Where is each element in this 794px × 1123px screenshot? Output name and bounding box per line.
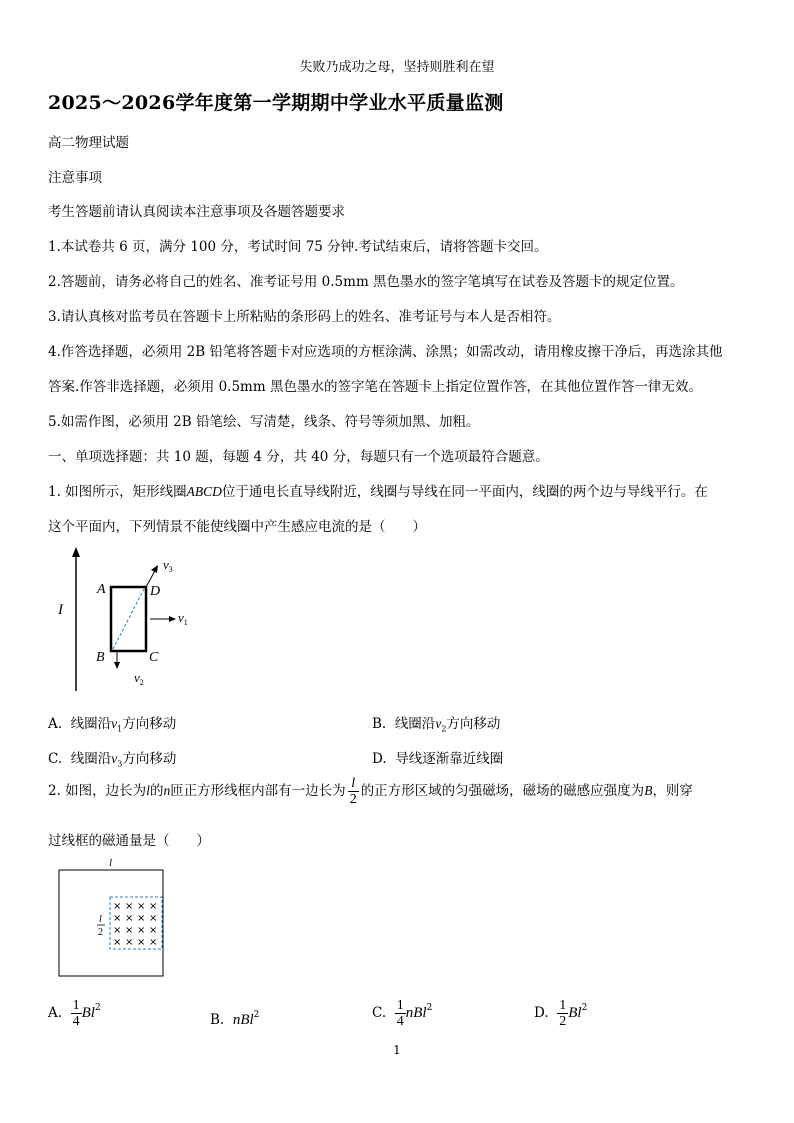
- question-1-line-1: 1. 如图所示，矩形线圈ABCD位于通电长直导线附近，线圈与导线在同一平面内，线圈的两个边与导线平行。在: [48, 484, 708, 500]
- vertex-c-label: C: [149, 650, 159, 665]
- field-cross: ×: [149, 925, 158, 936]
- half-side-numerator: l: [99, 914, 102, 925]
- page-number: 1: [393, 1043, 401, 1057]
- field-cross: ×: [125, 925, 134, 936]
- question-1-figure: [50, 545, 210, 695]
- section-1-heading: 一、单项选择题：共 10 题，每题 4 分，共 40 分，每题只有一个选项最符合题意。: [48, 449, 549, 465]
- field-cross: ×: [113, 901, 122, 912]
- question-1-option-d[interactable]: D. 导线逐渐靠近线圈: [372, 751, 504, 767]
- vertex-b-label: B: [96, 650, 105, 665]
- current-arrow: [72, 547, 80, 557]
- field-cross: ×: [125, 937, 134, 948]
- question-2-option-d[interactable]: D. $\frac{1}{2}$ Bl$^2$: [534, 998, 588, 1029]
- question-2-line-2: 过线框的磁通量是（ ）: [48, 833, 210, 849]
- v1-label: $v_1$: [178, 610, 188, 627]
- notice-item-1: 1.本试卷共 6 页，满分 100 分，考试时间 75 分钟.考试结束后，请将答题卡交回。: [48, 239, 548, 255]
- subject-title: 高二物理试题: [48, 135, 129, 151]
- question-1-option-b[interactable]: B. 线圈沿$v_2$方向移动: [372, 716, 501, 734]
- question-2-figure: [56, 855, 168, 979]
- field-cross: ×: [137, 925, 146, 936]
- question-1-option-c[interactable]: C. 线圈沿$v_3$方向移动: [48, 751, 177, 769]
- v2-label: $v_2$: [134, 670, 144, 687]
- exam-title: 2025～2026学年度第一学期期中学业水平质量监测: [48, 92, 504, 114]
- notice-item-2: 2.答题前，请务必将自己的姓名、准考证号用 0.5mm 黑色墨水的签字笔填写在试卷及答题卡的规定位置。: [48, 274, 684, 290]
- v3-label: $v_3$: [163, 557, 173, 574]
- field-cross: ×: [137, 913, 146, 924]
- v1-arrow-head: [169, 616, 176, 622]
- question-2-option-a[interactable]: A. $\frac{1}{4}$ Bl$^2$: [48, 998, 101, 1029]
- field-cross: ×: [113, 913, 122, 924]
- field-cross: ×: [137, 901, 146, 912]
- field-cross: ×: [149, 901, 158, 912]
- field-cross: ×: [113, 937, 122, 948]
- magnetic-field-crosses: [113, 901, 157, 948]
- page-header-motto: 失败乃成功之母，坚持则胜利在望: [299, 60, 495, 75]
- notice-item-5: 5.如需作图，必须用 2B 铅笔绘、写清楚，线条、符号等须加黑、加粗。: [48, 414, 480, 430]
- notice-heading: 注意事项: [48, 170, 102, 186]
- square-frame: [59, 870, 163, 976]
- coil-rectangle: [111, 587, 146, 651]
- question-1-line-2: 这个平面内，下列情景不能使线圈中产生感应电流的是（ ）: [48, 519, 426, 535]
- notice-item-4: 4.作答选择题，必须用 2B 铅笔将答题卡对应选项的方框涂满、涂黑；如需改动，请用橡皮擦干净后，再选涂其他: [48, 344, 723, 360]
- field-cross: ×: [113, 925, 122, 936]
- vertex-d-label: D: [150, 584, 161, 599]
- question-2-option-c[interactable]: C. $\frac{1}{4}$ nBl$^2$: [372, 998, 433, 1029]
- coil-diagonal: [113, 589, 144, 649]
- notice-item-3: 3.请认真核对监考员在答题卡上所粘贴的条形码上的姓名、准考证号与本人是否相符。: [48, 309, 561, 325]
- frame-side-label: l: [109, 857, 113, 869]
- field-cross: ×: [149, 913, 158, 924]
- vertex-a-label: A: [97, 582, 106, 597]
- field-cross: ×: [125, 901, 134, 912]
- field-cross: ×: [125, 913, 134, 924]
- field-cross: ×: [149, 937, 158, 948]
- question-1-option-a[interactable]: A. 线圈沿$v_1$方向移动: [48, 716, 177, 734]
- half-side-denominator: 2: [98, 927, 103, 938]
- notice-intro: 考生答题前请认真阅读本注意事项及各题答题要求: [48, 204, 345, 220]
- question-2-option-b[interactable]: B. nBl$^2$: [210, 1010, 260, 1028]
- notice-item-4-continued: 答案.作答非选择题，必须用 0.5mm 黑色墨水的签字笔在答题卡上指定位置作答，在其他位置作答一律无效。: [48, 379, 702, 395]
- question-2-line-1: 2. 如图，边长为l的n匝正方形线框内部有一边长为 $\frac{l}{2}$ 的正方形区域的匀强磁场，磁场的磁感应强度为B，则穿: [48, 776, 693, 807]
- field-cross: ×: [137, 937, 146, 948]
- v2-arrow-head: [114, 662, 120, 669]
- current-label: I: [58, 602, 63, 618]
